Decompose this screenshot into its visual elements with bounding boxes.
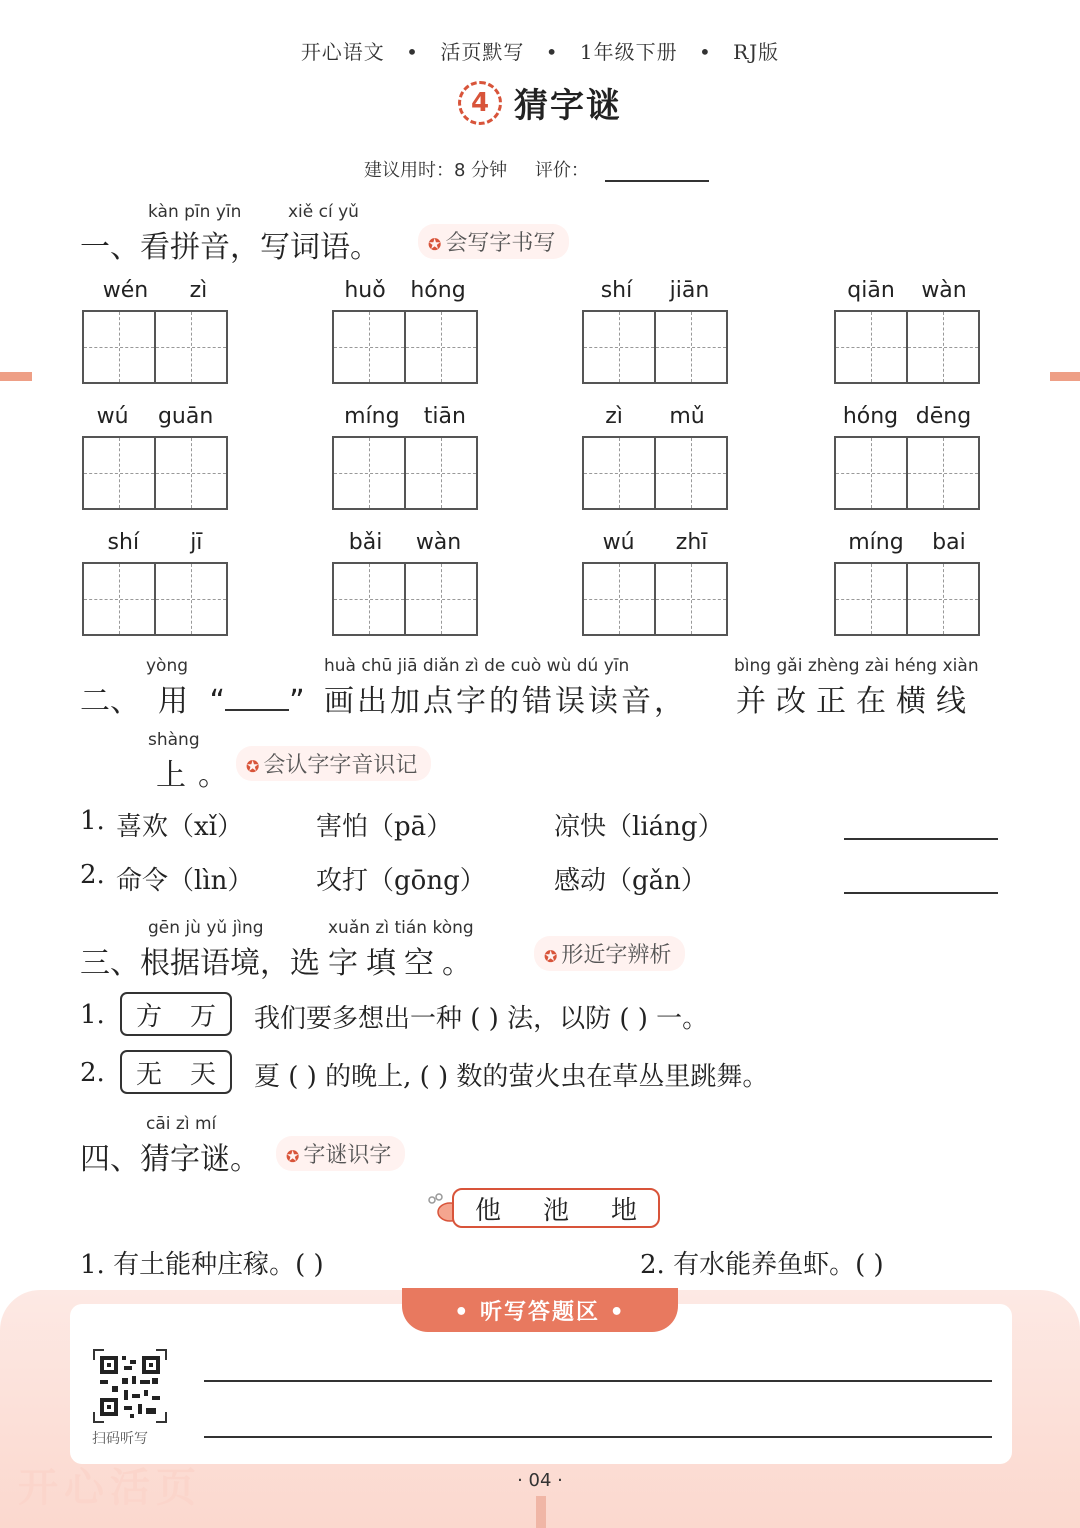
syllable: qiān bbox=[847, 278, 895, 303]
lesson-number-badge: 4 bbox=[458, 81, 502, 125]
writing-box[interactable] bbox=[332, 562, 478, 636]
sec2-p3: bìng gǎi zhèng zài héng xiàn bbox=[734, 656, 979, 676]
sec2-title-line2 bbox=[156, 750, 228, 794]
word: 攻打 bbox=[316, 866, 369, 896]
writing-box[interactable] bbox=[332, 310, 478, 384]
tian-cell[interactable] bbox=[654, 312, 726, 382]
lesson-title: 猜字谜 bbox=[514, 86, 622, 126]
syllable: wén bbox=[102, 278, 149, 303]
choice-char: 方 bbox=[135, 1001, 162, 1032]
tian-cell[interactable] bbox=[404, 438, 476, 508]
syllable: hóng bbox=[842, 404, 899, 429]
tian-cell[interactable] bbox=[836, 564, 906, 634]
sec4-pinyin: cāi zì mí bbox=[146, 1114, 217, 1134]
sec4-tag-text: 字谜识字 bbox=[303, 1143, 392, 1168]
option-char: 地 bbox=[610, 1195, 637, 1226]
word-pinyin bbox=[834, 278, 980, 303]
writing-box[interactable] bbox=[582, 562, 728, 636]
word: 命令 bbox=[116, 866, 169, 896]
word-pinyin bbox=[582, 278, 728, 303]
tag-gear-icon: ✪ bbox=[286, 1147, 300, 1166]
sec2-num: 二、 bbox=[80, 684, 140, 719]
word-pinyin bbox=[332, 530, 478, 555]
sec2-p2: huà chū jiā diǎn zì de cuò wù dú yīn bbox=[324, 656, 630, 676]
tian-cell[interactable] bbox=[654, 564, 726, 634]
header-sep: • bbox=[698, 40, 712, 64]
eval-label: 评价： bbox=[534, 160, 589, 181]
tian-cell[interactable] bbox=[154, 312, 226, 382]
sec3-row1-num: 1. bbox=[80, 1000, 105, 1030]
word-pinyin bbox=[332, 404, 478, 429]
syllable: mǔ bbox=[669, 404, 705, 429]
sec2-t3: 并改正在横线 bbox=[736, 684, 976, 719]
sec2-row1-item3: 凉快（liáng） bbox=[554, 812, 724, 842]
writing-box[interactable] bbox=[834, 310, 980, 384]
syllable: huǒ bbox=[344, 278, 386, 303]
sec1-text-b: 写词语。 bbox=[260, 230, 380, 265]
tian-cell[interactable] bbox=[836, 438, 906, 508]
tian-cell[interactable] bbox=[334, 312, 404, 382]
writing-box[interactable] bbox=[582, 310, 728, 384]
word-pinyin bbox=[82, 404, 228, 429]
syllable: bǎi bbox=[348, 530, 383, 555]
writing-box[interactable] bbox=[834, 562, 980, 636]
right-binding-mark bbox=[1050, 372, 1080, 381]
sec3-pinyin-b: xuǎn zì tián kòng bbox=[328, 918, 474, 938]
sec3-text-a: 根据语境， bbox=[140, 946, 290, 981]
syllable: wú bbox=[96, 404, 129, 429]
tag-gear-icon: ✪ bbox=[544, 947, 558, 966]
sec2-end: 。 bbox=[198, 758, 228, 793]
page-header bbox=[0, 36, 1080, 65]
syllable: míng bbox=[848, 530, 904, 555]
syllable: shí bbox=[600, 278, 633, 303]
tian-cell[interactable] bbox=[334, 564, 404, 634]
sec3-tag-text: 形近字辨析 bbox=[561, 943, 672, 968]
tian-cell[interactable] bbox=[154, 564, 226, 634]
sec1-pinyin-b: xiě cí yǔ bbox=[288, 202, 359, 222]
dictation-line[interactable] bbox=[204, 1436, 992, 1438]
dictation-tab: • 听写答题区 • bbox=[402, 1288, 678, 1332]
sec3-row1-sentence: 我们要多想出一种 ( ) 法，以防 ( ) 一。 bbox=[254, 1004, 709, 1034]
sec4-title bbox=[80, 1134, 260, 1178]
writing-box[interactable] bbox=[82, 310, 228, 384]
header-sep: • bbox=[545, 40, 559, 64]
tian-cell[interactable] bbox=[334, 438, 404, 508]
tian-cell[interactable] bbox=[654, 438, 726, 508]
qr-label: 扫码听写 bbox=[92, 1431, 148, 1447]
sec2-t4: 上 bbox=[156, 758, 186, 793]
sec4-text: 猜字谜。 bbox=[140, 1142, 260, 1177]
writing-box[interactable] bbox=[332, 436, 478, 510]
sec1-num: 一、 bbox=[80, 230, 140, 265]
sec3-title bbox=[80, 938, 480, 982]
syllable: zhī bbox=[675, 530, 708, 555]
sec2-title-line1 bbox=[80, 676, 305, 720]
sec3-pinyin-a: gēn jù yǔ jìng bbox=[148, 918, 264, 938]
sec2-tag bbox=[236, 746, 431, 781]
pinyin: gǎn bbox=[632, 866, 681, 896]
sec3-row1-choices bbox=[120, 992, 232, 1036]
sec4-num: 四、 bbox=[80, 1142, 140, 1177]
sec2-row2-item3: 感动（gǎn） bbox=[554, 866, 707, 896]
sec1-text-a: 看拼音， bbox=[140, 230, 260, 265]
riddle-q1: 1. 有土能种庄稼。( ) bbox=[80, 1250, 324, 1280]
tag-gear-icon: ✪ bbox=[428, 235, 442, 254]
tian-cell[interactable] bbox=[906, 438, 978, 508]
word: 喜欢 bbox=[116, 812, 169, 842]
word: 害怕 bbox=[316, 812, 369, 842]
syllable: dēng bbox=[915, 404, 972, 429]
header-series: 开心语文 bbox=[300, 40, 385, 64]
sec2-tag-text: 会认字字音识记 bbox=[263, 753, 418, 778]
tian-cell[interactable] bbox=[906, 564, 978, 634]
sec2-row1-item2: 害怕（pā） bbox=[316, 812, 453, 842]
sec3-num: 三、 bbox=[80, 946, 140, 981]
syllable: bai bbox=[932, 530, 966, 555]
sec1-pinyin-a: kàn pīn yīn bbox=[148, 202, 242, 222]
writing-box[interactable] bbox=[834, 436, 980, 510]
sec1-title bbox=[80, 222, 380, 266]
word-pinyin bbox=[82, 530, 228, 555]
pinyin: xǐ bbox=[194, 812, 218, 842]
word-pinyin bbox=[834, 404, 980, 429]
pinyin: gōng bbox=[394, 866, 460, 896]
syllable: wàn bbox=[415, 530, 462, 555]
option-char: 池 bbox=[542, 1195, 569, 1226]
pinyin: lìn bbox=[194, 866, 228, 896]
meta-row bbox=[364, 156, 709, 182]
syllable: wàn bbox=[921, 278, 967, 303]
sec3-tag bbox=[534, 936, 685, 971]
center-binding-mark bbox=[536, 1496, 546, 1528]
brand-watermark: 开心活页 bbox=[18, 1465, 202, 1511]
tian-cell[interactable] bbox=[154, 438, 226, 508]
sec2-underline-sample bbox=[225, 685, 289, 711]
header-type: 活页默写 bbox=[440, 40, 525, 64]
sec2-p1: yòng bbox=[146, 656, 189, 676]
sec2-quote-open: “ bbox=[209, 684, 226, 719]
word-pinyin bbox=[82, 278, 228, 303]
choice-char: 万 bbox=[189, 1001, 216, 1032]
sec2-t1: 用 bbox=[158, 684, 188, 719]
sec2-row1 bbox=[80, 806, 105, 836]
word-pinyin bbox=[834, 530, 980, 555]
tag-gear-icon: ✪ bbox=[246, 757, 260, 776]
sec1-tag-text: 会写字书写 bbox=[445, 231, 556, 256]
row-number: 2. bbox=[80, 860, 105, 890]
choice-char: 无 bbox=[135, 1059, 162, 1090]
riddle-q2: 2. 有水能养鱼虾。( ) bbox=[640, 1250, 884, 1280]
sec2-p4: shàng bbox=[148, 730, 200, 750]
dictation-line[interactable] bbox=[204, 1380, 992, 1382]
time-label: 建议用时：8 分钟 bbox=[364, 160, 508, 181]
syllable: míng bbox=[344, 404, 400, 429]
header-edition: RJ版 bbox=[733, 40, 780, 64]
syllable: zì bbox=[189, 278, 208, 303]
tian-cell[interactable] bbox=[836, 312, 906, 382]
tian-cell[interactable] bbox=[84, 312, 154, 382]
header-grade: 1年级下册 bbox=[579, 40, 678, 64]
choice-char: 天 bbox=[189, 1059, 216, 1090]
lesson-title-row bbox=[0, 78, 1080, 127]
header-sep: • bbox=[406, 40, 419, 64]
sec2-t2: 画出加点字的错误读音， bbox=[324, 684, 687, 719]
tian-cell[interactable] bbox=[584, 438, 654, 508]
syllable: zì bbox=[605, 404, 623, 429]
sec3-row2-choices bbox=[120, 1050, 232, 1094]
tian-cell[interactable] bbox=[404, 312, 476, 382]
answer-line[interactable] bbox=[844, 838, 998, 840]
sec1-tag bbox=[418, 224, 569, 259]
word: 凉快 bbox=[554, 812, 607, 842]
sec3-text-b: 选字填空。 bbox=[290, 946, 480, 981]
word-pinyin bbox=[332, 278, 478, 303]
left-binding-mark bbox=[0, 372, 32, 381]
page-number: · 04 · bbox=[517, 1470, 563, 1491]
syllable: jiān bbox=[669, 278, 710, 303]
row-number: 1. bbox=[80, 806, 105, 836]
sec2-row2-item2: 攻打（gōng） bbox=[316, 866, 486, 896]
tian-cell[interactable] bbox=[404, 564, 476, 634]
syllable: shí bbox=[107, 530, 140, 555]
sec2-row2-item1: 命令（lìn） bbox=[116, 866, 254, 896]
writing-box[interactable] bbox=[82, 562, 228, 636]
syllable: tiān bbox=[423, 404, 466, 429]
option-char: 他 bbox=[474, 1195, 501, 1226]
sec3-row2-sentence: 夏 ( ) 的晚上, ( ) 数的萤火虫在草丛里跳舞。 bbox=[254, 1062, 769, 1092]
tian-cell[interactable] bbox=[584, 564, 654, 634]
word-pinyin bbox=[582, 404, 728, 429]
answer-line[interactable] bbox=[844, 892, 998, 894]
sec4-tag bbox=[276, 1136, 405, 1171]
sec2-quote-close: ” bbox=[289, 684, 305, 719]
writing-box[interactable] bbox=[582, 436, 728, 510]
tian-cell[interactable] bbox=[584, 312, 654, 382]
sec2-row1-item1: 喜欢（xǐ） bbox=[116, 812, 244, 842]
syllable: hóng bbox=[410, 278, 466, 303]
pinyin: liáng bbox=[632, 812, 698, 842]
writing-box[interactable] bbox=[82, 436, 228, 510]
tian-cell[interactable] bbox=[84, 438, 154, 508]
tian-cell[interactable] bbox=[906, 312, 978, 382]
qr-code-icon[interactable] bbox=[92, 1348, 168, 1424]
syllable: wú bbox=[602, 530, 635, 555]
riddle-options bbox=[452, 1188, 660, 1228]
tian-cell[interactable] bbox=[84, 564, 154, 634]
pinyin: pā bbox=[394, 812, 427, 842]
word-pinyin bbox=[582, 530, 728, 555]
sec2-row2 bbox=[80, 860, 105, 890]
word: 感动 bbox=[554, 866, 607, 896]
syllable: guān bbox=[157, 404, 214, 429]
sec3-row2-num: 2. bbox=[80, 1058, 105, 1088]
eval-blank[interactable] bbox=[605, 162, 709, 182]
syllable: jī bbox=[190, 530, 203, 555]
